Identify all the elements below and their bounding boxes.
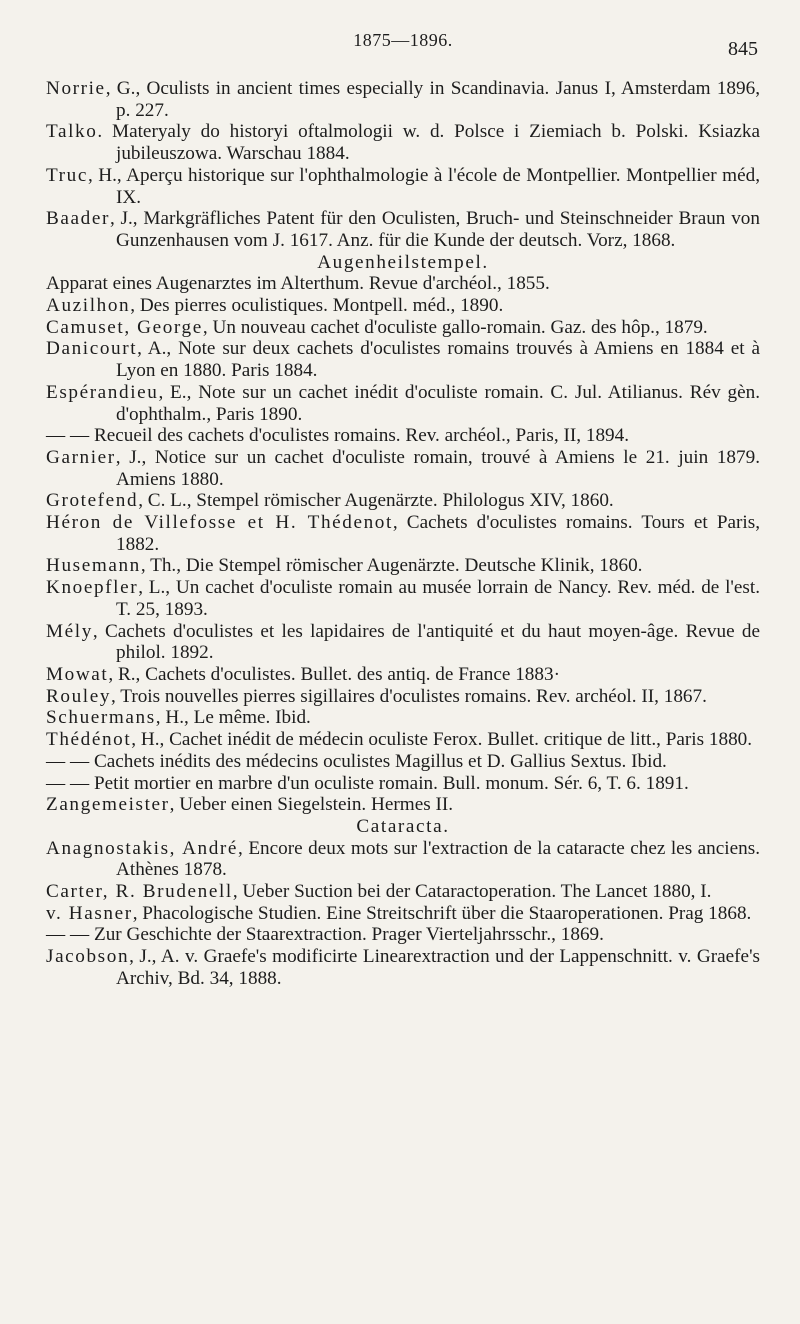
entry-author: Auzilhon: [46, 295, 131, 317]
bibliography-entry: [46, 946, 760, 989]
entry-author: Baader: [46, 208, 110, 230]
entry-author: Mély: [46, 620, 93, 642]
entry-text: , Phacologische Studien. Eine Streitschrift über die Staaroperationen. Prag 1868.: [132, 902, 752, 924]
entry-author: Schuermans: [46, 707, 156, 729]
entry-text: — — Recueil des cachets d'oculistes romains. Rev. archéol., Paris, II, 1894.: [46, 425, 630, 447]
entry-text: , A., Note sur deux cachets d'oculistes romains trouvés à Amiens en 1884 et à Lyon en 1880. Paris 1884.: [116, 338, 760, 382]
bibliography-entry: [46, 208, 760, 251]
bibliography-entry: [46, 78, 760, 121]
bibliography-entry: [46, 295, 760, 317]
entry-text: , Encore deux mots sur l'extraction de la cataracte chez les anciens. Athènes 1878.: [116, 837, 760, 881]
entry-text: , Ueber einen Siegelstein. Hermes II.: [169, 794, 454, 816]
bibliography-entry: [46, 707, 760, 729]
entry-author: Talko: [46, 121, 98, 143]
entry-text: . Materyaly do historyi oftalmologii w. d. Polsce i Ziemiach b. Polski. Ksiazka jubileuszowa. Warschau 1884.: [97, 121, 760, 165]
bibliography-entry: [46, 273, 760, 295]
entry-text: , Des pierres oculistiques. Montpell. méd., 1890.: [130, 295, 504, 317]
entry-author: Mowat: [46, 663, 109, 685]
entry-author: Norrie: [46, 78, 106, 99]
entry-author: Grotefend: [46, 490, 139, 512]
bibliography-entry: [46, 924, 760, 946]
bibliography-entry: [46, 490, 760, 512]
bibliography-entry: [46, 621, 760, 664]
bibliography-entry: [46, 512, 760, 555]
bibliography-entry: [46, 165, 760, 208]
entry-text: — — Petit mortier en marbre d'un oculiste romain. Bull. monum. Sér. 6, T. 6. 1891.: [46, 772, 689, 794]
entry-text: , L., Un cachet d'oculiste romain au musée lorrain de Nancy. Rev. méd. de l'est. T. 25, 1893.: [116, 577, 760, 620]
bibliography-entry: [46, 729, 760, 751]
bibliography-entry: [46, 686, 760, 708]
entry-author: Garnier: [46, 446, 116, 468]
entry-author: v. Hasner: [46, 902, 133, 924]
entry-text: — — Cachets inédits des médecins oculistes Magillus et D. Gallius Sextus. Ibid.: [46, 750, 667, 772]
entry-text: , C. L., Stempel römischer Augenärzte. Philologus XIV, 1860.: [138, 490, 614, 512]
entry-author: Knoepfler: [46, 577, 139, 599]
entry-author: Zangemeister: [46, 794, 170, 816]
entry-text: , G., Oculists in ancient times especially in Scandinavia. Janus I, Amsterdam 1896, p. 227.: [105, 78, 760, 121]
entry-text: , J., A. v. Graefe's modificirte Linearextraction und der Lappenschnitt. v. Graefe's Archiv, Bd. 34, 1888.: [116, 946, 760, 989]
entry-author: Husemann: [46, 555, 141, 577]
entry-author: Espérandieu: [46, 381, 159, 403]
bibliography-entry: [46, 555, 760, 577]
entry-author: Anagnostakis, André: [46, 837, 239, 859]
entry-text: , Trois nouvelles pierres sigillaires d'oculistes romains. Rev. archéol. II, 1867.: [111, 685, 707, 707]
entry-text: , H., Cachet inédit de médecin oculiste Ferox. Bullet. critique de litt., Paris 1880.: [131, 729, 753, 751]
bibliography-entry: [46, 751, 760, 773]
entry-author: Jacobson: [46, 946, 130, 968]
bibliography-entry: [46, 447, 760, 490]
entry-text: , Cachets d'oculistes romains. Tours et Paris, 1882.: [116, 512, 760, 555]
bibliography-entry: [46, 317, 760, 339]
bibliography-entry: [46, 382, 760, 425]
entry-author: Truc: [46, 164, 88, 186]
bibliography-entry: [46, 664, 760, 686]
entry-text: , Cachets d'oculistes et les lapidaires de l'antiquité et du haut moyen-âge. Revue de philol. 1892.: [92, 620, 760, 664]
page-number: 845: [728, 38, 758, 60]
entry-author: Rouley: [46, 685, 112, 707]
entry-author: Camuset, George: [46, 316, 203, 338]
section-heading: Augenheilstempel.: [317, 251, 489, 273]
entry-author: Carter, R. Brudenell: [46, 881, 233, 903]
running-title: 1875—1896.: [353, 30, 453, 50]
entry-text: — — Zur Geschichte der Staarextraction. Prager Vierteljahrsschr., 1869.: [46, 924, 604, 946]
entry-text: , Ueber Suction bei der Cataractoperation. The Lancet 1880, I.: [232, 881, 712, 903]
bibliography-entry: [46, 881, 760, 903]
entry-text: Apparat eines Augenarztes im Alterthum. Revue d'archéol., 1855.: [46, 273, 550, 295]
running-head: [46, 0, 760, 78]
bibliography-entry: [46, 577, 760, 620]
bibliography-entry: [46, 121, 760, 164]
entry-text: , H., Le même. Ibid.: [155, 707, 311, 729]
bibliography-entry: [46, 425, 760, 447]
entry-text: , E., Note sur un cachet inédit d'oculiste romain. C. Jul. Atilianus. Rév gèn. d'ophthalm., Paris 1890.: [116, 381, 760, 425]
entry-author: Danicourt: [46, 338, 138, 360]
entry-author: Thédénot: [46, 729, 132, 751]
entry-text: , J., Markgräfliches Patent für den Oculisten, Bruch- und Steinschneider Braun von Gunzenhausen vom J. 1617. Anz. für die Kunde der deutsch. Vorz, 1868.: [109, 208, 760, 251]
entry-author: Héron de Villefosse et H. Thédenot: [46, 512, 393, 534]
bibliography-entry: [46, 794, 760, 816]
entry-text: , J., Notice sur un cachet d'oculiste romain, trouvé à Amiens le 21. juin 1879. Amiens 1880.: [115, 446, 760, 490]
bibliography-entry: [46, 773, 760, 795]
entry-text: , Th., Die Stempel römischer Augenärzte. Deutsche Klinik, 1860.: [140, 555, 643, 577]
bibliography-entry: [46, 903, 760, 925]
section-heading: Cataracta.: [356, 815, 450, 837]
bibliography-list: [46, 78, 760, 990]
bibliography-entry: [46, 838, 760, 881]
bibliography-entry: [46, 338, 760, 381]
entry-text: , Un nouveau cachet d'oculiste gallo-romain. Gaz. des hôp., 1879.: [202, 316, 708, 338]
entry-text: , R., Cachets d'oculistes. Bullet. des antiq. de France 1883·: [108, 663, 560, 685]
entry-text: , H., Aperçu historique sur l'ophthalmologie à l'école de Montpellier. Montpellier méd, IX.: [87, 164, 760, 208]
